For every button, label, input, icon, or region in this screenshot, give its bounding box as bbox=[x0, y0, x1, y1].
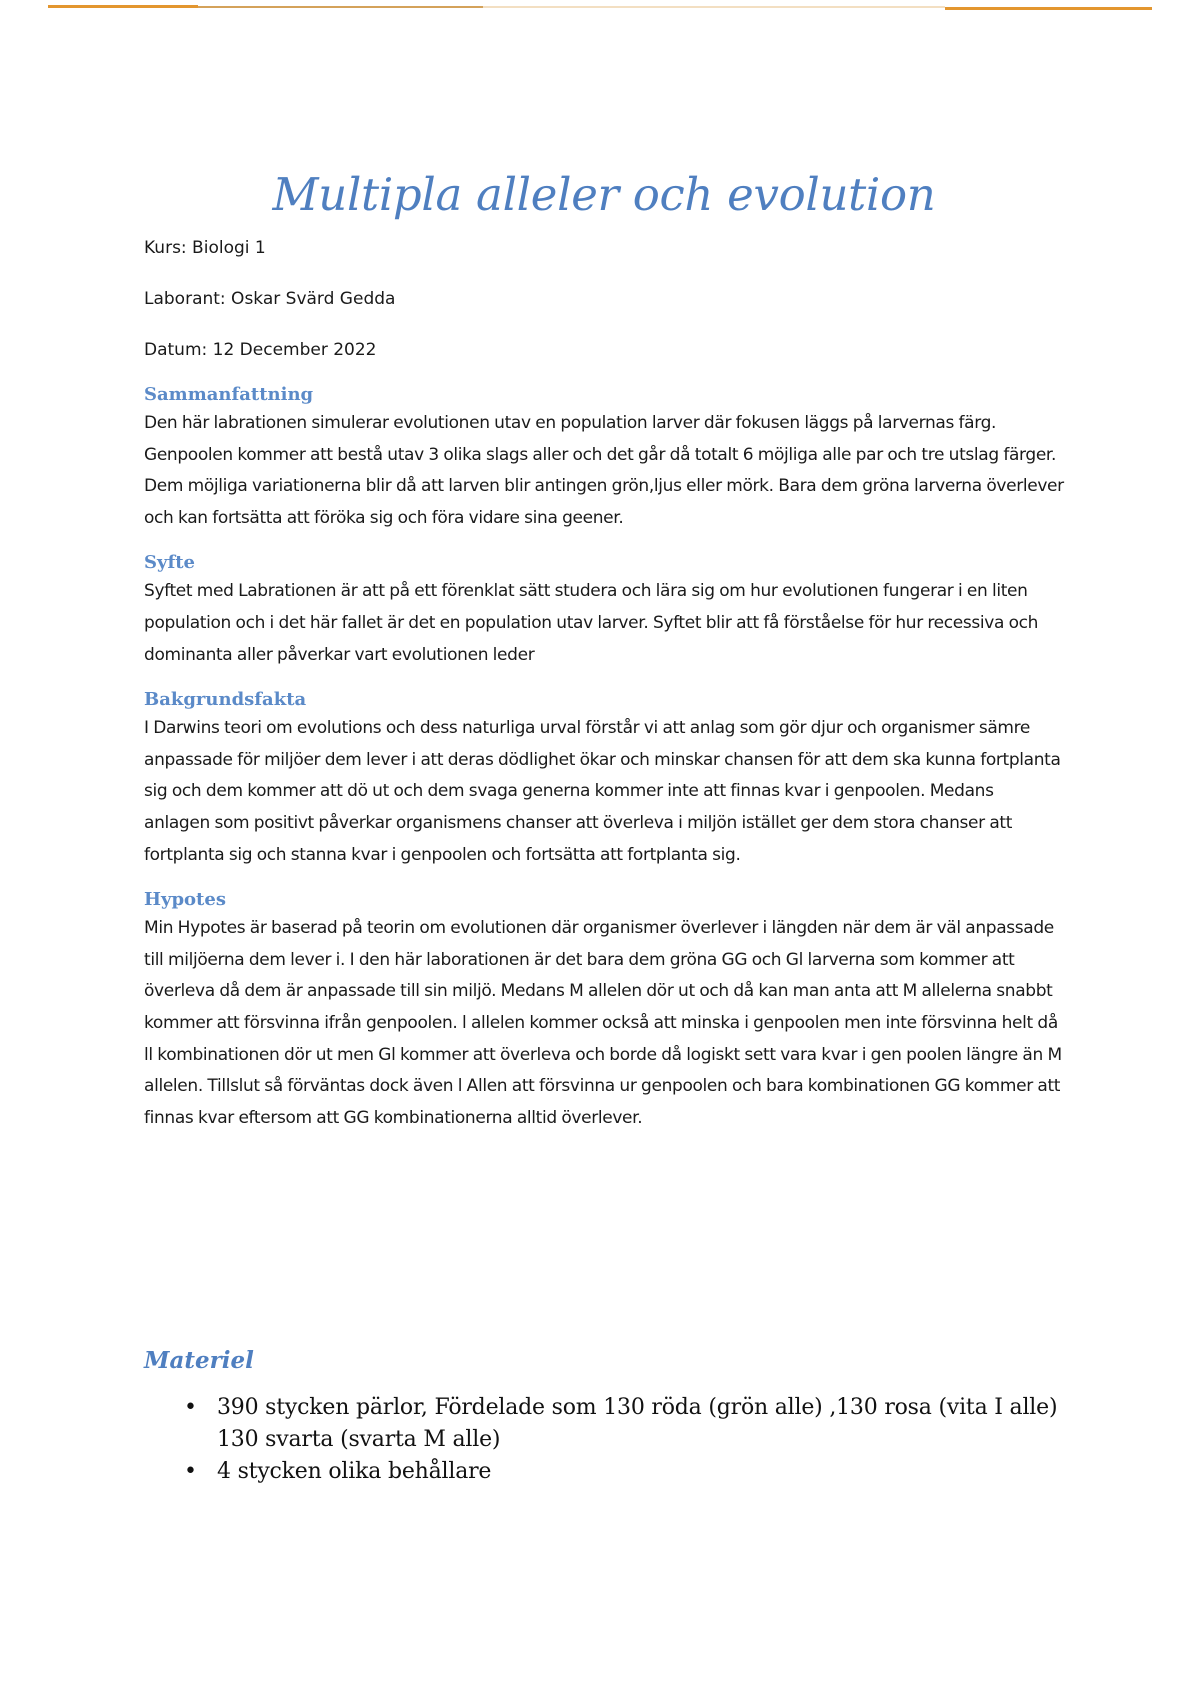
header-rule-left bbox=[48, 5, 198, 8]
header-rule-right bbox=[945, 7, 1152, 10]
materials-item-text: 4 stycken olika behållare bbox=[217, 1459, 492, 1484]
bullet-icon: • bbox=[184, 1459, 197, 1484]
header-rule-segment bbox=[198, 6, 483, 8]
materials-item-text: 390 stycken pärlor, Fördelade som 130 röda (grön alle) ,130 rosa (vita I alle) 130 svarta (svarta M alle) bbox=[217, 1395, 1058, 1452]
background-heading: Bakgrundsfakta bbox=[144, 689, 307, 711]
hypothesis-text: Min Hypotes är baserad på teorin om evolutionen där organismer överlever i längden när dem är väl anpassade till miljöerna dem lever i. I den här laborationen är det bara dem gröna GG och Gl larverna som kommer att överleva då dem är anpassade till sin miljö. Medans M allelen dör ut och då kan man anta att M allelerna snabbt kommer att försvinna ifrån genpoolen. l allelen kommer också att minska i genpoolen men inte försvinna helt då ll kombinationen dör ut men Gl kommer att överleva och borde då logiskt sett vara kvar i gen poolen längre än M allelen. Tillslut så förväntas dock även l Allen att försvinna ur genpoolen och bara kombinationen GG kommer att finnas kvar eftersom att GG kombinationerna alltid överlever. bbox=[144, 918, 1062, 1128]
header-rule-middle bbox=[483, 6, 945, 8]
summary-heading: Sammanfattning bbox=[144, 384, 314, 405]
document-page bbox=[144, 162, 1064, 1134]
purpose-text: Syftet med Labrationen är att på ett förenklat sätt studera och lära sig om hur evolutionen fungerar i en liten population och i det här fallet är det en population utav larver. Syftet blir att få förståelse för hur recessiva och dominanta aller påverkar vart evolutionen leder bbox=[144, 581, 1039, 665]
materials-heading: Materiel bbox=[144, 1347, 254, 1374]
background-text: I Darwins teori om evolutions och dess naturliga urval förstår vi att anlag som gör djur och organismer sämre anpassade för miljöer dem lever i att deras dödlighet ökar och minskar chansen för att dem ska kunna fortplanta sig och dem kommer att dö ut och dem svaga generna kommer inte att finnas kvar i genpoolen. Medans anlagen som positivt påverkar organismens chanser att överleva i miljön istället ger dem stora chanser att fortplanta sig och stanna kvar i genpoolen och fortsätta att fortplanta sig. bbox=[144, 718, 1061, 865]
hypothesis-section bbox=[144, 887, 1064, 1134]
background-section bbox=[144, 687, 1064, 871]
list-item bbox=[144, 1392, 1064, 1456]
list-item bbox=[144, 1456, 1064, 1488]
summary-text: Den här labrationen simulerar evolutionen utav en population larver där fokusen läggs på larvernas färg. Genpoolen kommer att bestå utav 3 olika slags aller och det går då totalt 6 möjliga alle par och tre utslag färger. Dem möjliga variationerna blir då att larven blir antingen grön,ljus eller mörk. Bara dem gröna larverna överlever och kan fortsätta att föröka sig och föra vidare sina geener. bbox=[144, 413, 1064, 528]
hypothesis-heading: Hypotes bbox=[144, 889, 226, 911]
materials-list bbox=[144, 1392, 1064, 1488]
purpose-heading: Syfte bbox=[144, 552, 195, 574]
course-line: Kurs: Biologi 1 bbox=[144, 238, 266, 258]
bullet-icon: • bbox=[184, 1395, 197, 1420]
author-line: Laborant: Oskar Svärd Gedda bbox=[144, 289, 396, 309]
summary-section bbox=[144, 382, 1064, 534]
document-title: Multipla alleler och evolution bbox=[272, 168, 936, 221]
date-line: Datum: 12 December 2022 bbox=[144, 340, 377, 360]
purpose-section bbox=[144, 550, 1064, 671]
